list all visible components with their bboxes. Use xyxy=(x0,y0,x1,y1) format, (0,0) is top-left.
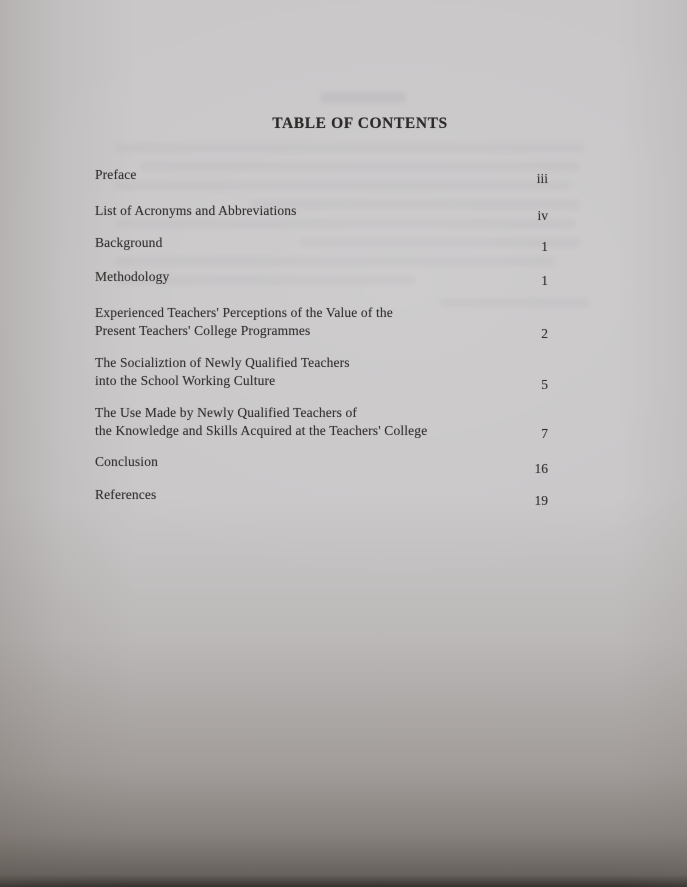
toc-entry-line: The Socializtion of Newly Qualified Teachers xyxy=(95,355,350,370)
toc-entry-label xyxy=(95,404,555,440)
toc-entry xyxy=(0,354,687,390)
toc-entry-page: 19 xyxy=(534,493,548,508)
toc-entry-page: 5 xyxy=(541,377,548,392)
toc-entry-label xyxy=(95,268,555,286)
toc-entry-label xyxy=(95,202,555,220)
toc-entry-line: Methodology xyxy=(95,269,170,284)
page-title: TABLE OF CONTENTS xyxy=(272,115,448,132)
toc-entry-line: Background xyxy=(95,235,163,250)
toc-entry-page: iv xyxy=(537,208,548,223)
toc-entry-line: the Knowledge and Skills Acquired at the Teachers' College xyxy=(95,423,428,438)
toc-entry-page: 16 xyxy=(534,461,548,476)
toc-entry-page: 1 xyxy=(541,273,548,288)
toc-entry-line: Present Teachers' College Programmes xyxy=(95,323,311,338)
toc-entry-label xyxy=(95,304,555,340)
toc-entry xyxy=(0,268,687,286)
toc-entry xyxy=(0,486,687,508)
toc-entry xyxy=(0,453,687,476)
toc-entry-page: 7 xyxy=(541,426,548,441)
toc-entry-page: 1 xyxy=(541,239,548,254)
toc-entry-line: Experienced Teachers' Perceptions of the Value of the xyxy=(95,305,393,320)
toc-entry xyxy=(0,166,687,184)
toc-entry-label xyxy=(95,453,555,471)
toc-entry xyxy=(0,202,687,223)
toc-entry-page: 2 xyxy=(541,326,548,341)
toc-entry-line: Conclusion xyxy=(95,454,159,469)
toc-entry-label xyxy=(95,486,555,504)
toc-entry-line: Preface xyxy=(95,167,137,182)
toc-entry-page: iii xyxy=(536,171,548,186)
toc-entry-line: References xyxy=(95,487,157,502)
toc-entry xyxy=(0,404,687,440)
toc-entry-line: List of Acronyms and Abbreviations xyxy=(95,203,297,218)
toc-entry-line: into the School Working Culture xyxy=(95,373,276,388)
toc-entry-label xyxy=(95,166,555,184)
toc-entry-label xyxy=(95,234,555,252)
toc-entry-line: The Use Made by Newly Qualified Teachers of xyxy=(95,405,358,420)
toc-entry xyxy=(0,234,687,252)
toc-entry xyxy=(0,304,687,340)
toc-entry-label xyxy=(95,354,555,390)
